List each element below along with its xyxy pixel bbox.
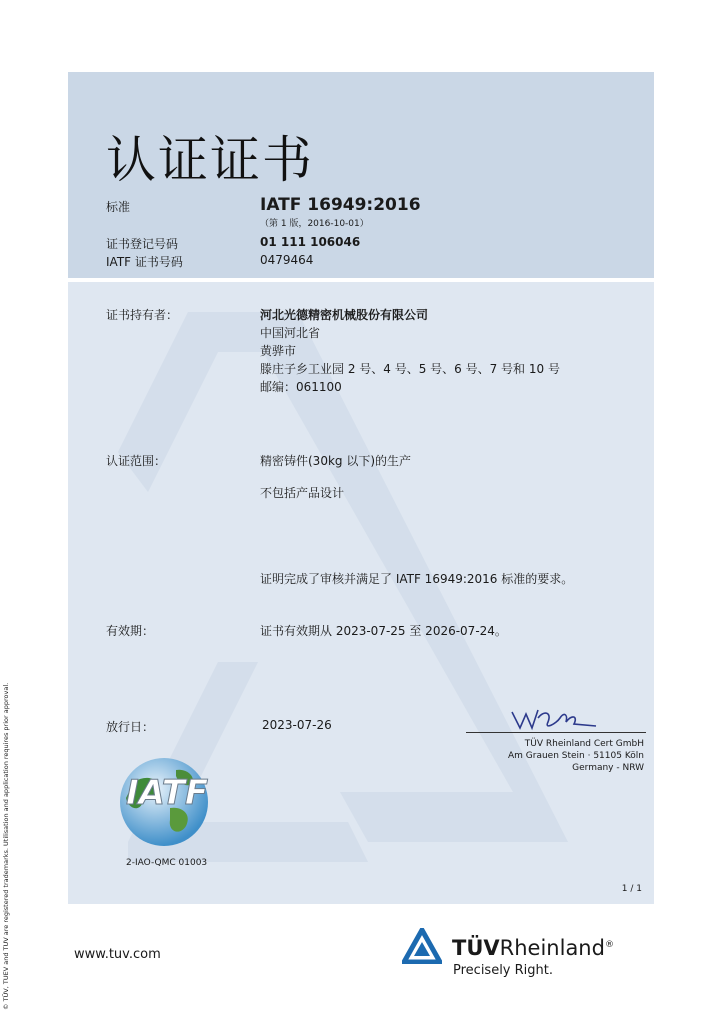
standard-label: 标准 (106, 200, 131, 214)
validity-value: 证书有效期从 2023-07-25 至 2026-07-24。 (260, 624, 507, 638)
iatf-number-label: IATF 证书号码 (106, 255, 183, 269)
tuv-brand-name (452, 936, 614, 960)
holder-address-line: 滕庄子乡工业园 2 号、4 号、5 号、6 号、7 号和 10 号 (260, 362, 560, 376)
iatf-code: 2-IAO-QMC 01003 (126, 858, 208, 868)
iatf-logo-text: IATF (126, 773, 209, 813)
website-link[interactable]: www.tuv.com (74, 947, 161, 962)
validity-label: 有效期： (106, 624, 155, 638)
certificate-title: 认证证书 (106, 131, 314, 189)
tuv-brand-rest: Rheinland (499, 936, 605, 960)
issuer-line: Am Grauen Stein · 51105 Köln (507, 751, 644, 761)
iatf-globe-logo-icon (106, 752, 218, 852)
scope-value: 精密铸件(30kg 以下)的生产 (260, 454, 412, 468)
scope-exclusion: 不包括产品设计 (260, 486, 345, 500)
issue-date: 2023-07-26 (262, 718, 332, 732)
issuer-line: TÜV Rheinland Cert GmbH (524, 739, 644, 749)
conformity-statement: 证明完成了审核并满足了 IATF 16949:2016 标准的要求。 (260, 572, 574, 586)
registered-mark: ® (604, 940, 614, 950)
tuv-brand-bold: TÜV (452, 936, 500, 960)
brand-tagline: Precisely Right. (453, 963, 554, 978)
tuv-triangle-logo-icon (402, 928, 442, 964)
registration-number: 01 111 106046 (260, 235, 361, 249)
certificate (68, 72, 654, 904)
holder-address-line: 中国河北省 (260, 326, 321, 340)
registration-label: 证书登记号码 (106, 237, 179, 251)
iatf-number: 0479464 (260, 253, 314, 267)
page-number: 1 / 1 (621, 884, 642, 894)
standard-value: IATF 16949:2016 (260, 195, 421, 215)
holder-postcode: 邮编：061100 (260, 380, 342, 394)
issuer-line: Germany - NRW (572, 763, 644, 773)
signature-icon (508, 702, 598, 734)
signature-line (466, 732, 646, 733)
holder-address-line: 黄骅市 (260, 344, 297, 358)
scope-label: 认证范围： (106, 454, 167, 468)
issuer-address (508, 738, 644, 774)
holder-name: 河北光德精密机械股份有限公司 (260, 308, 429, 322)
standard-edition: （第 1 版，2016-10-01） (260, 219, 369, 229)
issue-date-label: 放行日： (106, 720, 155, 734)
holder-label: 证书持有者： (106, 308, 179, 322)
trademark-note: © TÜV, TUEV and TUV are registered trademarks. Utilisation and application requires prior approval. (2, 682, 10, 1010)
